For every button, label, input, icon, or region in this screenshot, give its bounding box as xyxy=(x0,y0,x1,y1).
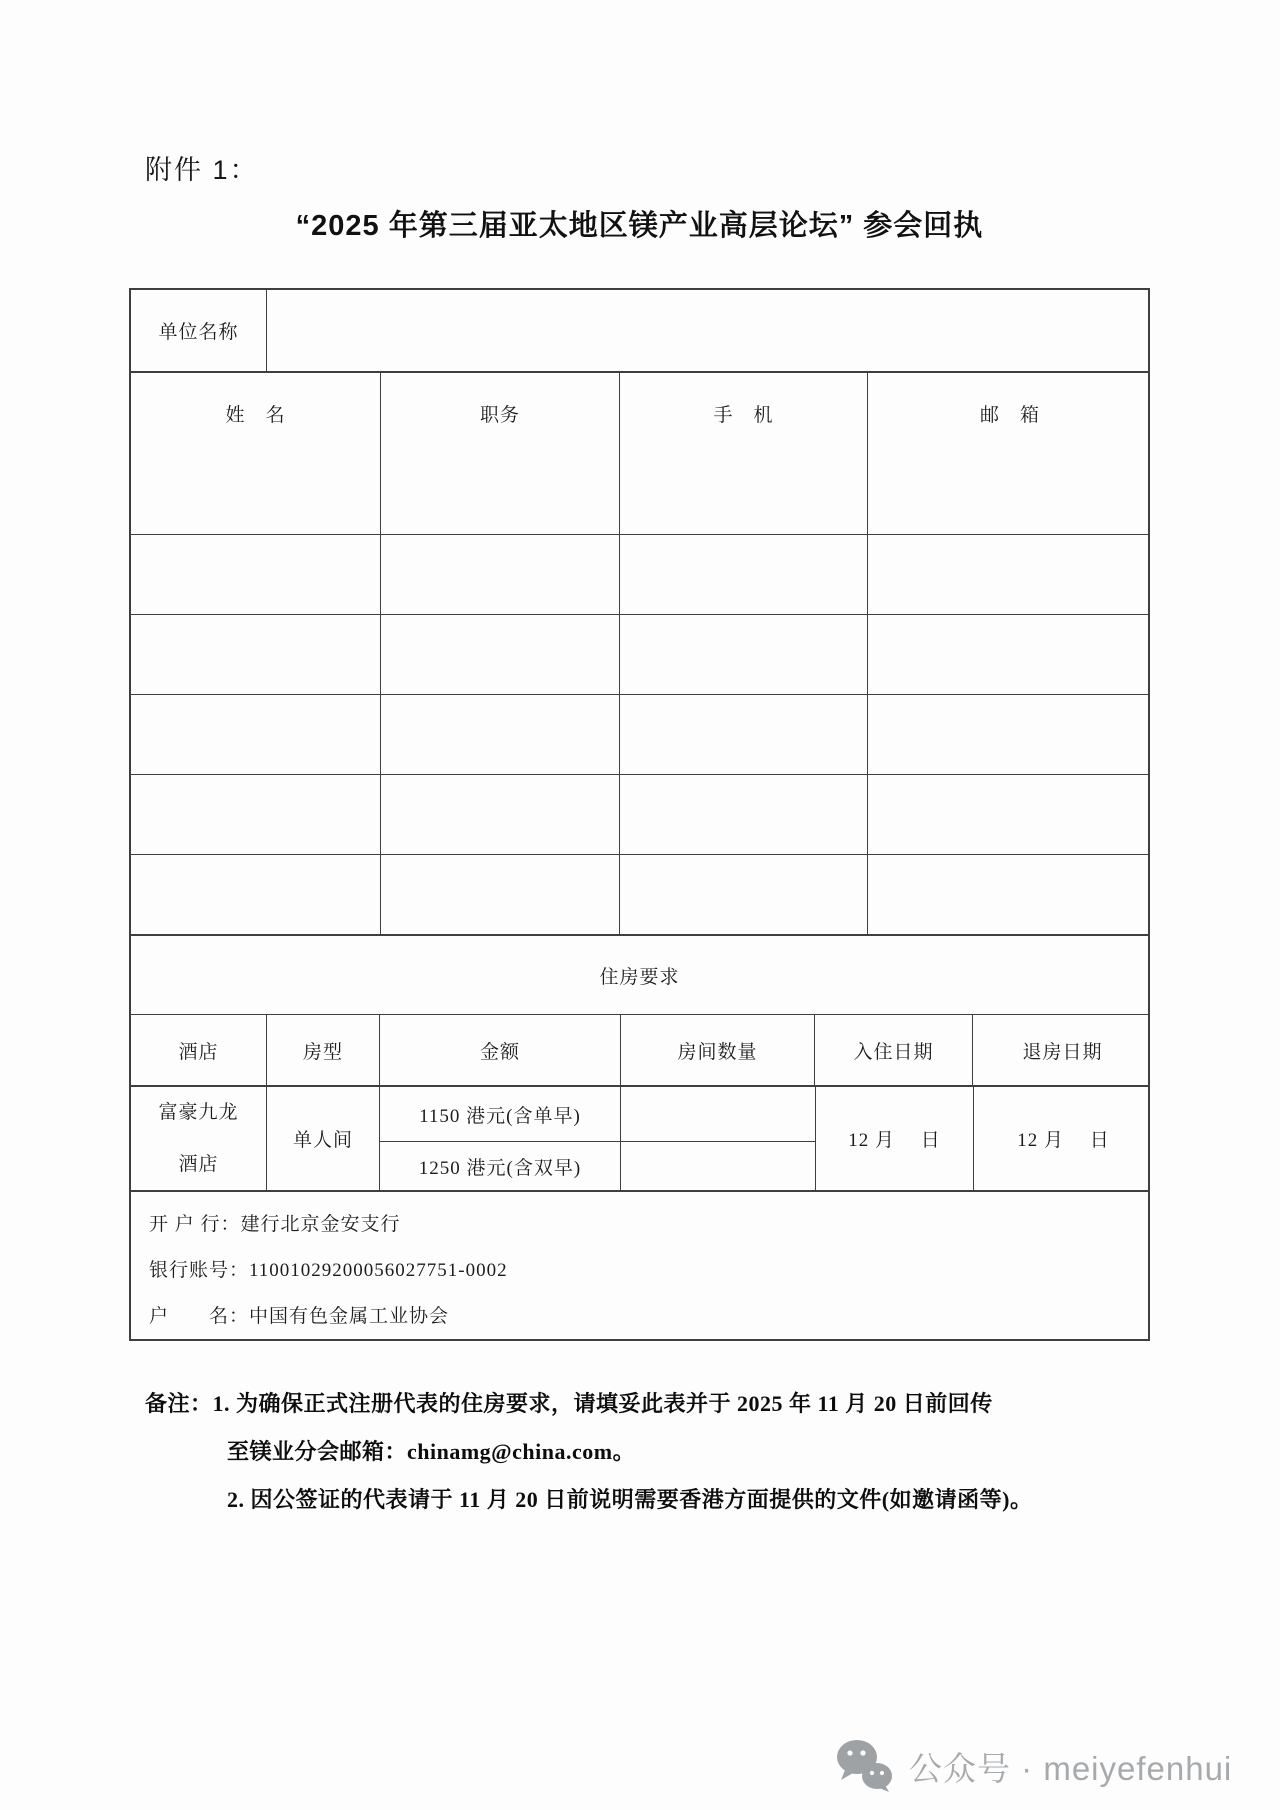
check-out-field[interactable]: 12 月 日 xyxy=(1017,1130,1110,1151)
hotel-name-line2: 酒店 xyxy=(178,1153,219,1175)
attendee-header-row xyxy=(131,371,1148,454)
bank-info-row xyxy=(131,1190,1148,1339)
room-quantity-field-1[interactable] xyxy=(621,1087,815,1141)
mobile-field[interactable] xyxy=(620,695,868,774)
hotel-name-line1: 富豪九龙 xyxy=(158,1101,239,1123)
unit-name-row xyxy=(131,290,1148,371)
note-line-1: 备注：1. 为确保正式注册代表的住房要求，请填妥此表并于 2025 年 11 月 20 日前回传 xyxy=(145,1391,993,1416)
unit-name-label: 单位名称 xyxy=(131,290,267,371)
note-line-2: 至镁业分会邮箱：chinamg@china.com。 xyxy=(227,1439,636,1464)
name-field[interactable] xyxy=(131,695,381,774)
attendee-empty-row xyxy=(131,694,1148,774)
check-in-field[interactable]: 12 月 日 xyxy=(816,1087,974,1190)
position-field[interactable] xyxy=(381,695,620,774)
bank-account-line: 银行账号：11001029200056027751-0002 xyxy=(149,1260,508,1281)
name-field[interactable] xyxy=(131,615,381,694)
room-type-cell: 单人间 xyxy=(267,1087,380,1190)
bank-info-cell xyxy=(131,1192,1148,1339)
attachment-label: 附件 1： xyxy=(145,155,259,185)
housing-section-row xyxy=(131,934,1148,1014)
header-check-in: 入住日期 xyxy=(815,1015,973,1085)
email-field[interactable] xyxy=(868,855,1152,934)
header-amount: 金额 xyxy=(380,1015,621,1085)
attendee-empty-row xyxy=(131,774,1148,854)
mobile-field[interactable] xyxy=(620,454,868,534)
mobile-field[interactable] xyxy=(620,775,868,854)
attendee-empty-row xyxy=(131,614,1148,694)
email-field[interactable] xyxy=(868,775,1152,854)
name-field[interactable] xyxy=(131,855,381,934)
header-name: 姓 名 xyxy=(131,373,381,454)
notes-block xyxy=(145,1380,1165,1524)
mobile-field[interactable] xyxy=(620,535,868,614)
bank-branch-line: 开 户 行：建行北京金安支行 xyxy=(149,1214,401,1235)
position-field[interactable] xyxy=(381,615,620,694)
email-field[interactable] xyxy=(868,535,1152,614)
room-quantity-field-2[interactable] xyxy=(621,1142,815,1190)
attendee-empty-rows xyxy=(131,454,1148,934)
unit-name-field[interactable] xyxy=(267,290,1152,371)
name-field[interactable] xyxy=(131,535,381,614)
header-hotel: 酒店 xyxy=(131,1015,267,1085)
hotel-name-cell xyxy=(131,1087,267,1190)
housing-section-title: 住房要求 xyxy=(599,966,680,988)
header-room-quantity: 房间数量 xyxy=(621,1015,815,1085)
price-option-1-row xyxy=(380,1087,815,1142)
registration-table xyxy=(129,288,1150,1341)
attendee-empty-row xyxy=(131,534,1148,614)
position-field[interactable] xyxy=(381,855,620,934)
position-field[interactable] xyxy=(381,535,620,614)
wechat-icon xyxy=(833,1738,895,1794)
email-field[interactable] xyxy=(868,454,1152,534)
account-holder-line: 户 名：中国有色金属工业协会 xyxy=(149,1306,450,1327)
price-option-1: 1150 港元(含单早) xyxy=(380,1087,621,1141)
header-room-type: 房型 xyxy=(267,1015,380,1085)
wechat-watermark xyxy=(833,1736,1232,1796)
price-option-2: 1250 港元(含双早) xyxy=(380,1142,621,1190)
housing-header-row xyxy=(131,1014,1148,1085)
header-email: 邮 箱 xyxy=(979,405,1040,426)
header-position: 职务 xyxy=(381,373,620,454)
name-field[interactable] xyxy=(131,775,381,854)
attendee-empty-row xyxy=(131,454,1148,534)
name-field[interactable] xyxy=(131,454,381,534)
attendee-empty-row xyxy=(131,854,1148,934)
position-field[interactable] xyxy=(381,454,620,534)
price-option-2-row xyxy=(380,1142,815,1190)
mobile-field[interactable] xyxy=(620,615,868,694)
header-mobile: 手 机 xyxy=(620,373,868,454)
position-field[interactable] xyxy=(381,775,620,854)
price-quantity-stack xyxy=(380,1087,816,1190)
wechat-account-label: 公众号 · meiyefenhui xyxy=(909,1749,1233,1787)
header-check-out: 退房日期 xyxy=(1022,1041,1103,1063)
mobile-field[interactable] xyxy=(620,855,868,934)
hotel-row xyxy=(131,1085,1148,1190)
page-title: “2025 年第三届亚太地区镁产业高层论坛” 参会回执 xyxy=(295,210,984,242)
email-field[interactable] xyxy=(868,695,1152,774)
note-line-3: 2. 因公签证的代表请于 11 月 20 日前说明需要香港方面提供的文件(如邀请函等)。 xyxy=(227,1487,1033,1512)
email-field[interactable] xyxy=(868,615,1152,694)
